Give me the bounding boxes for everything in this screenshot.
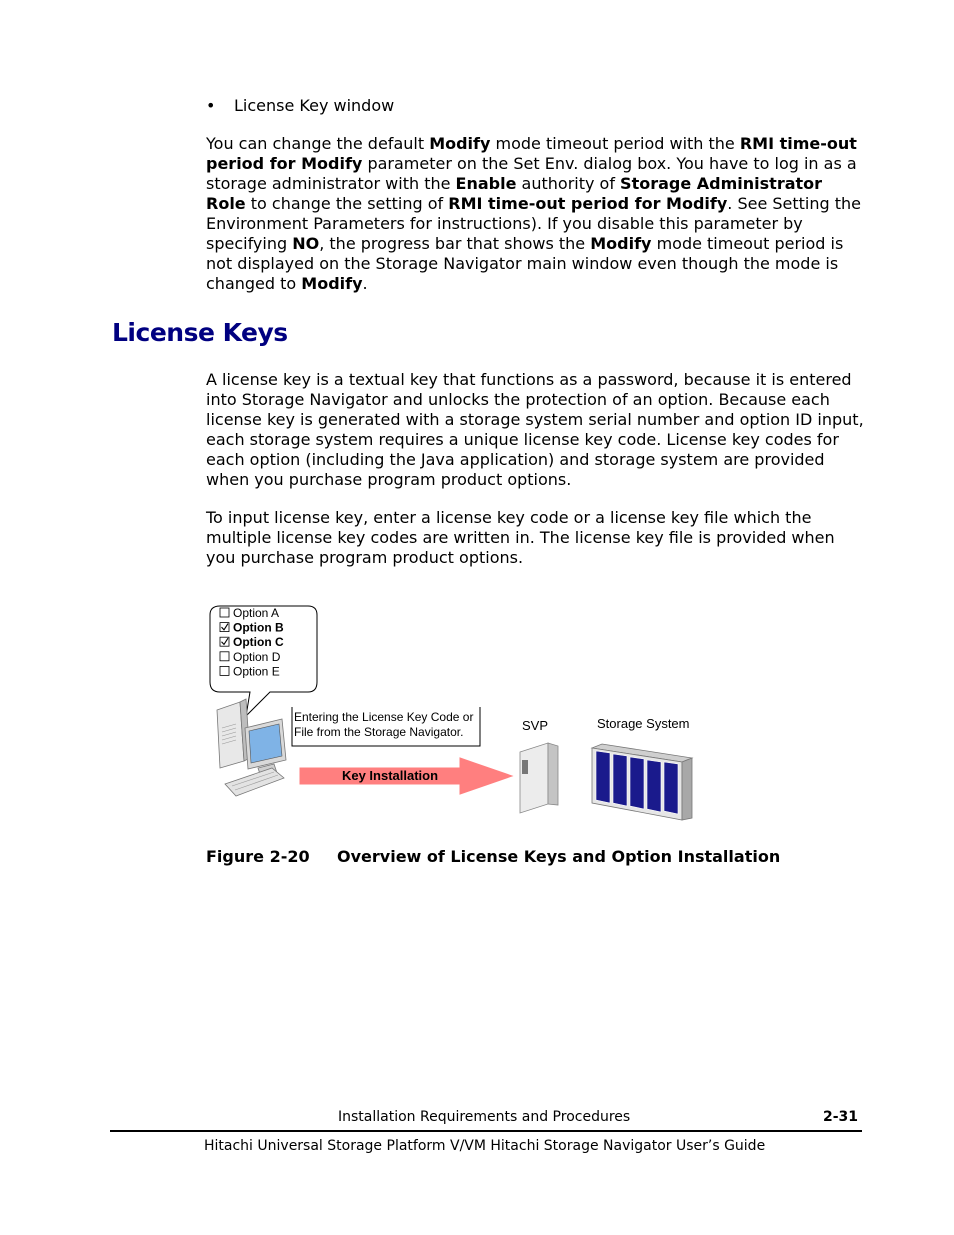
bold-term: RMI time-out period for Modify: [448, 194, 728, 213]
text-run: . See Setting the Environment Parameters for instructions). If you disable this parameter by specifying: [206, 194, 862, 253]
storage-rack-unit: [613, 754, 627, 806]
storage-rack-unit: [596, 751, 610, 803]
text-run: mode timeout period with the: [490, 134, 740, 153]
bold-term: Modify: [590, 234, 652, 253]
bold-term: NO: [292, 234, 320, 253]
license-key-figure: [200, 598, 720, 833]
option-checkbox: [220, 608, 229, 617]
option-label: Option B: [233, 620, 284, 635]
svp-device-icon: [520, 743, 558, 813]
figure-caption: [206, 847, 780, 867]
section-heading: License Keys: [112, 318, 288, 347]
bold-term: RMI time-out period for Modify: [206, 134, 857, 173]
option-checkbox: [220, 666, 229, 675]
storage-rack-unit: [664, 762, 678, 814]
footer-page-number: 2-31: [823, 1109, 859, 1125]
license-key-intro-paragraph: A license key is a textual key that functions as a password, because it is entered into Storage Navigator and unlocks the protection of an option. Because each license key is generated with a storage system serial number and option ID input, each storage system requires a unique license key code. License key codes for each option (including the Java application) and storage system are provided when you purchase program product options.: [206, 370, 864, 489]
callout-line-1: Entering the License Key Code or: [294, 710, 474, 724]
text-run: , the progress bar that shows the: [319, 234, 591, 253]
bullet-text: License Key window: [234, 96, 395, 115]
modify-timeout-paragraph: [206, 134, 866, 294]
option-checkbox: [220, 652, 229, 661]
callout-box: [292, 707, 480, 746]
footer-guide-title: Hitachi Universal Storage Platform V/VM Hitachi Storage Navigator User’s Guide: [204, 1138, 766, 1154]
storage-rack-unit: [647, 760, 661, 812]
figure-number: Figure 2-20: [206, 847, 310, 866]
footer-section-title: Installation Requirements and Procedures: [338, 1109, 631, 1125]
option-label: Option A: [233, 606, 280, 620]
bold-term: Enable: [455, 174, 517, 193]
text-run: .: [362, 274, 368, 293]
bullet-symbol: •: [206, 96, 216, 115]
arrow-label: Key Installation: [341, 768, 439, 783]
license-key-input-paragraph: To input license key, enter a license key code or a license key file which the multiple license key codes are written in. The license key file is provided when you purchase program product options.: [206, 508, 835, 567]
text-run: mode timeout period is not displayed on the Storage Navigator main window even though the mode is changed to: [206, 234, 844, 293]
option-label: Option D: [233, 649, 281, 664]
figure-title: Overview of License Keys and Option Installation: [337, 847, 781, 866]
option-label: Option C: [233, 635, 284, 650]
bold-term: Modify: [429, 134, 491, 153]
storage-system-icon: [592, 744, 692, 820]
text-run: to change the setting of: [245, 194, 449, 213]
computer-icon: [217, 699, 286, 796]
callout-line-2: File from the Storage Navigator.: [294, 725, 464, 739]
text-run: authority of: [516, 174, 621, 193]
storage-rack-unit: [630, 757, 644, 809]
storage-label: Storage System: [597, 716, 690, 731]
bullet-item: [206, 96, 394, 116]
text-run: parameter on the Set Env. dialog box. You have to log in as a storage administrator with the: [206, 154, 857, 193]
text-run: You can change the default: [206, 134, 430, 153]
bold-term: Storage Administrator Role: [206, 174, 823, 213]
footer-divider: [110, 1130, 862, 1132]
svp-label: SVP: [522, 718, 549, 733]
option-label: Option E: [233, 664, 280, 679]
bold-term: Modify: [301, 274, 363, 293]
